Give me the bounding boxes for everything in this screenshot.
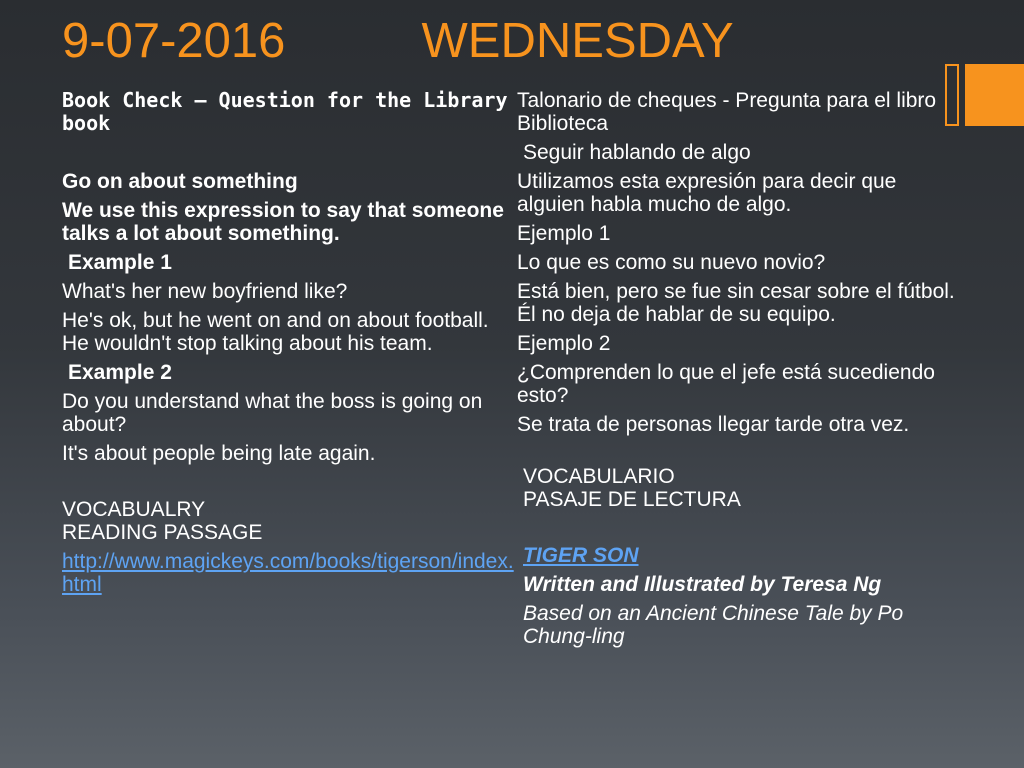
slide-title [62, 10, 734, 72]
example2-answer: It's about people being late again. [62, 442, 376, 465]
book-credits: Written and Illustrated by Teresa Ng [523, 573, 882, 596]
book-check-heading-es: Talonario de cheques - Pregunta para el libro Biblioteca [517, 89, 937, 135]
book-origin: Based on an Ancient Chinese Tale by Po Chung-ling [523, 602, 904, 648]
vocabulary-label: VOCABUALRY [62, 498, 206, 521]
example1-label: Example 1 [68, 251, 172, 274]
phrase-heading: Go on about something [62, 170, 298, 193]
example1-answer: He's ok, but he went on and on about football. He wouldn't stop talking about his team. [62, 309, 489, 355]
example2-label: Example 2 [68, 361, 172, 384]
reading-passage-label: READING PASSAGE [62, 521, 263, 544]
example1-label-es: Ejemplo 1 [517, 222, 611, 245]
phrase-definition: We use this expression to say that someone talks a lot about something. [62, 199, 504, 245]
example2-label-es: Ejemplo 2 [517, 332, 611, 355]
reading-passage-label-es: PASAJE DE LECTURA [523, 488, 741, 511]
phrase-definition-es: Utilizamos esta expresión para decir que alguien habla mucho de algo. [517, 170, 897, 216]
vocabulary-label-es: VOCABULARIO [523, 465, 675, 488]
accent-bar-fill [965, 64, 1024, 126]
example1-question: What's her new boyfriend like? [62, 280, 348, 303]
book-link[interactable]: http://www.magickeys.com/books/tigerson/index.html [62, 550, 514, 596]
example2-answer-es: Se trata de personas llegar tarde otra vez. [517, 413, 910, 436]
title-day: WEDNESDAY [421, 14, 734, 68]
example2-question: Do you understand what the boss is going on about? [62, 390, 483, 436]
example2-question-es: ¿Comprenden lo que el jefe está sucediendo esto? [517, 361, 935, 407]
spanish-column [517, 89, 957, 648]
title-date: 9-07-2016 [62, 14, 286, 68]
example1-answer-es: Está bien, pero se fue sin cesar sobre el fútbol. Él no deja de hablar de su equipo. [517, 280, 955, 326]
book-title-link[interactable]: TIGER SON [523, 544, 639, 567]
book-check-heading: Book Check – Question for the Library book [62, 88, 508, 135]
example1-question-es: Lo que es como su nuevo novio? [517, 251, 826, 274]
english-column [62, 89, 516, 596]
phrase-heading-es: Seguir hablando de algo [523, 141, 751, 164]
